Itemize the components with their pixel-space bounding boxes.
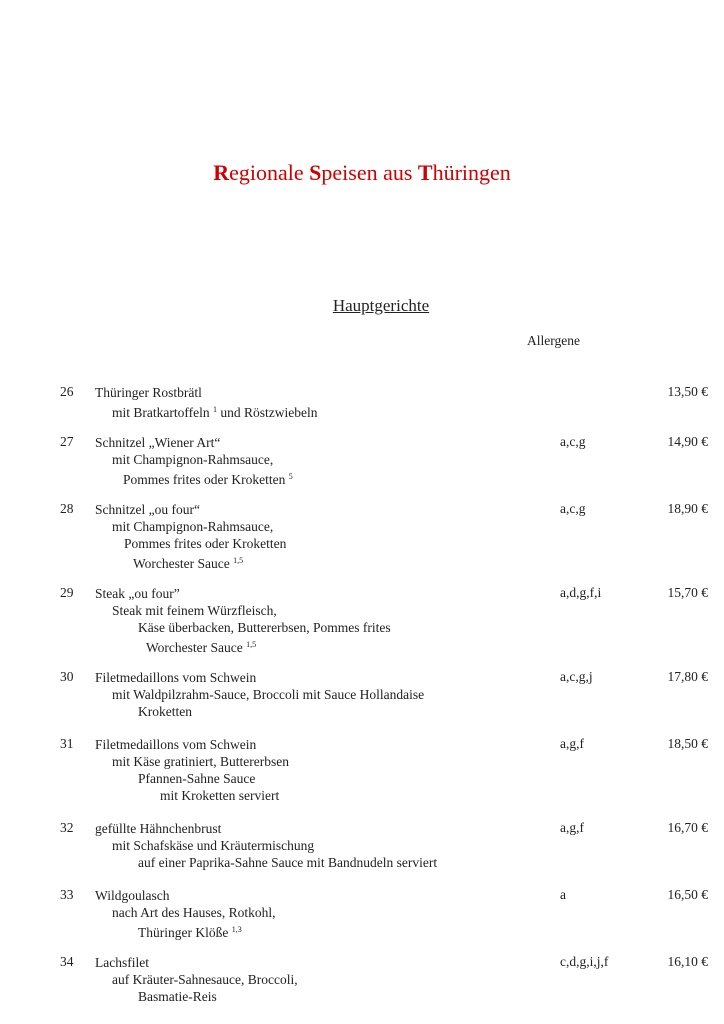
item-number: 32 bbox=[60, 820, 74, 835]
item-price: 14,90 € bbox=[667, 434, 708, 449]
item-allergens: a,c,g bbox=[560, 434, 586, 449]
item-number: 33 bbox=[60, 887, 74, 902]
item-name: gefüllte Hähnchenbrust bbox=[95, 821, 222, 836]
item-name: Filetmedaillons vom Schwein bbox=[95, 737, 257, 752]
item-price: 16,10 € bbox=[667, 954, 708, 969]
item-description: Käse überbacken, Buttererbsen, Pommes frites bbox=[138, 620, 391, 635]
item-allergens: a,c,g bbox=[560, 501, 586, 516]
item-allergens: a,d,g,f,i bbox=[560, 585, 602, 600]
item-name: Lachsfilet bbox=[95, 955, 149, 970]
item-name: Schnitzel „ou four“ bbox=[95, 502, 200, 517]
item-price: 15,70 € bbox=[667, 585, 708, 600]
item-description: Steak mit feinem Würzfleisch, bbox=[112, 603, 277, 618]
item-name: Wildgoulasch bbox=[95, 888, 170, 903]
item-name: Steak „ou four” bbox=[95, 586, 180, 601]
item-description: mit Champignon-Rahmsauce, bbox=[112, 519, 274, 534]
footnote-marker: 1 bbox=[212, 405, 217, 414]
item-number: 29 bbox=[60, 585, 74, 600]
item-description: Pommes frites oder Kroketten $^5$ bbox=[123, 472, 293, 487]
item-allergens: a,c,g,j bbox=[560, 669, 593, 684]
item-number: 27 bbox=[60, 434, 74, 449]
item-number: 31 bbox=[60, 736, 74, 751]
item-price: 17,80 € bbox=[667, 669, 708, 684]
item-description: Pfannen-Sahne Sauce bbox=[138, 771, 256, 786]
item-allergens: c,d,g,i,j,f bbox=[560, 954, 609, 969]
item-price: 13,50 € bbox=[667, 384, 708, 399]
item-description: Basmatie-Reis bbox=[138, 989, 217, 1004]
item-description: auf einer Paprika-Sahne Sauce mit Bandnudeln serviert bbox=[138, 855, 438, 870]
item-description: Worchester Sauce $^{1,5}$ bbox=[133, 556, 244, 571]
item-description: Kroketten bbox=[138, 704, 192, 719]
item-price: 18,90 € bbox=[667, 501, 708, 516]
item-description: nach Art des Hauses, Rotkohl, bbox=[112, 905, 276, 920]
footnote-marker: 1,3 bbox=[231, 925, 242, 934]
item-price: 16,70 € bbox=[667, 820, 708, 835]
item-allergens: a,g,f bbox=[560, 736, 584, 751]
footnote-marker: 1,5 bbox=[246, 640, 257, 649]
item-description: Worchester Sauce $^{1,5}$ bbox=[146, 640, 257, 655]
item-description: mit Waldpilzrahm-Sauce, Broccoli mit Sauce Hollandaise bbox=[112, 687, 425, 702]
item-description: mit Käse gratiniert, Buttererbsen bbox=[112, 754, 289, 769]
item-description: mit Kroketten serviert bbox=[160, 788, 280, 803]
item-number: 28 bbox=[60, 501, 74, 516]
item-price: 16,50 € bbox=[667, 887, 708, 902]
item-description: mit Champignon-Rahmsauce, bbox=[112, 452, 274, 467]
item-description: Thüringer Klöße $^{1,3}$ bbox=[138, 925, 242, 940]
page-title: Regionale Speisen aus Thüringen bbox=[213, 160, 511, 185]
item-description: mit Schafskäse und Kräutermischung bbox=[112, 838, 315, 853]
footnote-marker: 1,5 bbox=[233, 556, 244, 565]
item-number: 34 bbox=[60, 954, 74, 969]
section-heading: Hauptgerichte bbox=[332, 296, 430, 315]
item-description: mit Bratkartoffeln $^1$ und Röstzwiebeln bbox=[112, 405, 318, 420]
item-name: Filetmedaillons vom Schwein bbox=[95, 670, 257, 685]
item-name: Thüringer Rostbrätl bbox=[95, 385, 202, 400]
footnote-marker: 5 bbox=[288, 472, 293, 481]
item-allergens: a,g,f bbox=[560, 820, 584, 835]
item-name: Schnitzel „Wiener Art“ bbox=[95, 435, 221, 450]
allergene-column-header: Allergene bbox=[527, 333, 580, 348]
item-description: auf Kräuter-Sahnesauce, Broccoli, bbox=[112, 972, 298, 987]
item-price: 18,50 € bbox=[667, 736, 708, 751]
item-number: 26 bbox=[60, 384, 74, 399]
item-description: Pommes frites oder Kroketten bbox=[124, 536, 287, 551]
item-number: 30 bbox=[60, 669, 74, 684]
item-allergens: a bbox=[560, 887, 566, 902]
